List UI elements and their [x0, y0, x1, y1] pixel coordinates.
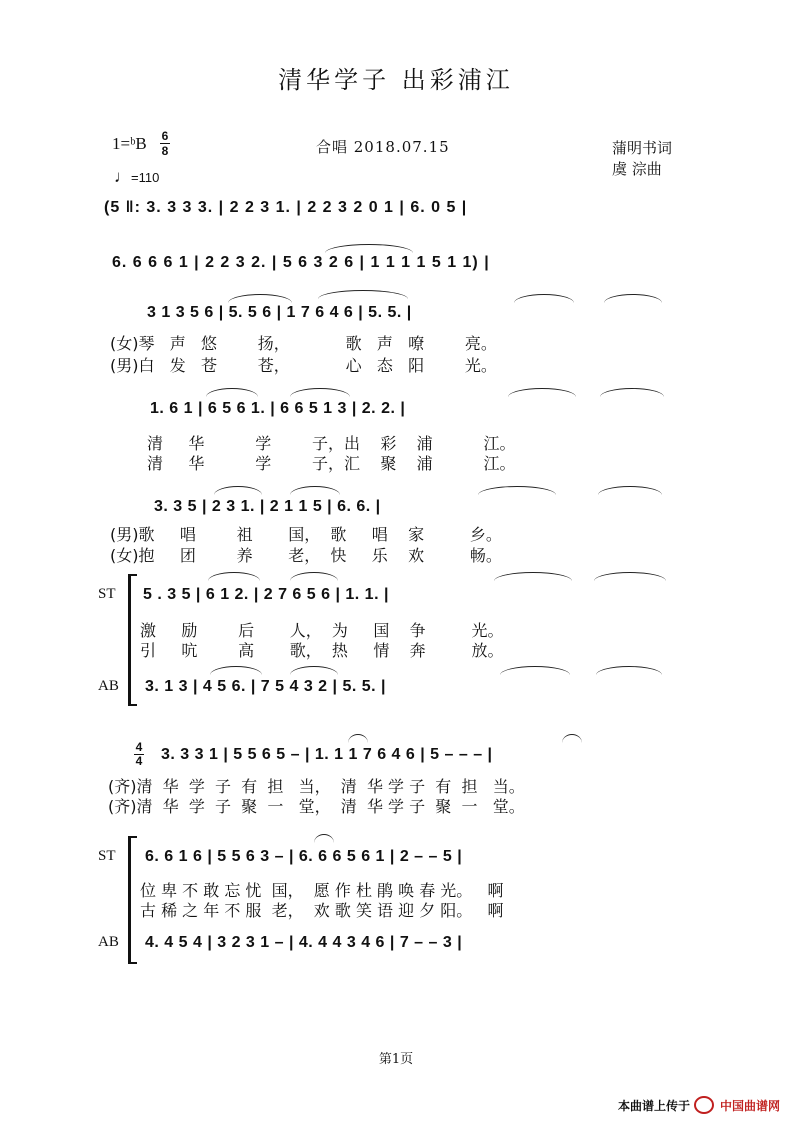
lyric-verse-1: (男)歌 唱 祖 国， 歌 唱 家 乡。 [110, 525, 502, 544]
lyric-verse-2: 清 华 学 子，汇 聚 浦 江。 [147, 454, 516, 473]
slur [600, 388, 664, 397]
notation-line: (5 ‖: 3. 3 3 3. | 2 2 3 1. | 2 2 3 2 0 1 | 6. 0 5 | [104, 199, 468, 216]
notation-line: 1. 6 1 | 6 5 6 1. | 6 6 5 1 3 | 2. 2. | [150, 400, 406, 417]
slur [290, 388, 350, 397]
meter-top: 4 [135, 740, 143, 754]
slur [214, 486, 262, 495]
part-bracket [128, 836, 137, 964]
notation-line-st: 5 . 3 5 | 6 1 2. | 2 7 6 5 6 | 1. 1. | [143, 586, 389, 603]
composer-credit: 虞 淙曲 [612, 160, 662, 178]
slur [290, 666, 338, 675]
score-title: 清华学子 出彩浦江 [278, 66, 514, 94]
slur [596, 666, 662, 675]
subtitle: 合唱 2018.07.15 [316, 138, 450, 156]
slur [210, 666, 262, 675]
site-logo-icon [694, 1096, 714, 1114]
slur [208, 572, 260, 581]
notation-line: 3. 3 3 1 | 5 5 6 5 – | 1. 1 1 7 6 4 6 | 5 – – – | [161, 746, 493, 763]
meter-bottom: 4 [135, 754, 143, 768]
slur [478, 486, 556, 495]
slur [206, 388, 258, 397]
slur [228, 294, 292, 303]
slur [562, 734, 582, 743]
slur [598, 486, 662, 495]
part-label-st: ST [98, 848, 116, 864]
part-bracket [128, 574, 137, 706]
slur [290, 486, 340, 495]
time-signature [160, 130, 170, 157]
lyric-verse-1: 激 励 后 人， 为 国 争 光。 [140, 621, 504, 640]
notation-line-st: 6. 6 1 6 | 5 5 6 3 – | 6. 6 6 5 6 1 | 2 – – 5 | [145, 848, 463, 865]
lyric-verse-1: (齐)清 华 学 子 有 担 当， 清 华 学 子 有 担 当。 [108, 777, 525, 796]
time-signature-change [134, 742, 144, 767]
lyric-verse-2: (男)白 发 苍 苍， 心 态 阳 光。 [110, 356, 497, 375]
slur [508, 388, 576, 397]
slur [314, 834, 334, 843]
notation-line: 3. 3 5 | 2 3 1. | 2 1 1 5 | 6. 6. | [154, 498, 381, 515]
meter-bottom: 8 [161, 144, 169, 158]
lyric-verse-2: (齐)清 华 学 子 聚 一 堂， 清 华 学 子 聚 一 堂。 [108, 797, 525, 816]
part-label-st: ST [98, 586, 116, 602]
tempo-mark [114, 167, 159, 187]
lyric-verse-2: (女)抱 团 养 老， 快 乐 欢 畅。 [110, 546, 502, 565]
upload-footer [618, 1096, 780, 1114]
slur [494, 572, 572, 581]
slur [594, 572, 666, 581]
notation-line: 6. 6 6 6 1 | 2 2 3 2. | 5 6 3 2 6 | 1 1 1 1 5 1 1) | [112, 254, 490, 271]
slur [604, 294, 662, 303]
key-signature: 1=ᵇB [112, 134, 147, 153]
site-name[interactable]: 中国曲谱网 [719, 1098, 780, 1113]
meter-top: 6 [161, 129, 169, 143]
page-number: 第1页 [378, 1052, 414, 1067]
tempo-value: =110 [131, 170, 160, 185]
lyric-verse-2: 古 稀 之 年 不 服 老， 欢 歌 笑 语 迎 夕 阳。 啊 [140, 901, 504, 920]
part-label-ab: AB [98, 678, 119, 694]
slur [325, 244, 413, 253]
slur [290, 572, 338, 581]
part-label-ab: AB [98, 934, 119, 950]
quarter-note-icon: ♩ [114, 167, 131, 186]
lyric-verse-1: 位 卑 不 敢 忘 忧 国， 愿 作 杜 鹃 唤 春 光。 啊 [140, 881, 504, 900]
lyric-verse-1: (女)琴 声 悠 扬， 歌 声 嘹 亮。 [110, 334, 497, 353]
lyric-verse-1: 清 华 学 子，出 彩 浦 江。 [147, 434, 516, 453]
slur [500, 666, 570, 675]
footer-text: 本曲谱上传于 [617, 1098, 690, 1113]
lyric-verse-2: 引 吭 高 歌， 热 情 奔 放。 [140, 641, 504, 660]
slur [348, 734, 368, 743]
notation-line: 3 1 3 5 6 | 5. 5 6 | 1 7 6 4 6 | 5. 5. | [147, 304, 412, 321]
lyricist-credit: 蒲明书词 [612, 139, 673, 157]
notation-line-ab: 3. 1 3 | 4 5 6. | 7 5 4 3 2 | 5. 5. | [145, 678, 386, 695]
slur [514, 294, 574, 303]
slur [318, 290, 408, 299]
notation-line-ab: 4. 4 5 4 | 3 2 3 1 – | 4. 4 4 3 4 6 | 7 – – 3 | [145, 934, 463, 951]
